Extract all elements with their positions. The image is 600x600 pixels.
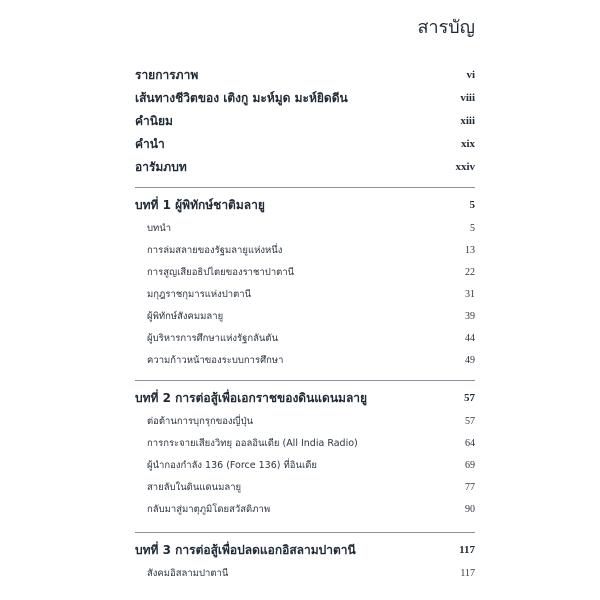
toc-chapter-label: บทที่ 2 การต่อสู้เพื่อเอกราชของดินแดนมลายู (135, 390, 368, 405)
toc-entry-label: กลับมาสู่มาตุภูมิโดยสวัสดิภาพ (147, 503, 271, 515)
divider (135, 532, 475, 533)
toc-chapter-page: 117 (459, 544, 475, 556)
toc-entry-page: viii (460, 92, 475, 104)
toc-entry[interactable] (147, 350, 475, 370)
toc-entry-page: 90 (465, 503, 475, 515)
toc-entry[interactable] (147, 218, 475, 238)
toc-entry[interactable] (147, 563, 475, 583)
toc-entry-label: สังคมอิสลามปาตานี (147, 567, 229, 579)
toc-entry[interactable] (147, 306, 475, 326)
toc-entry-label: สายลับในดินแดนมลายู (147, 481, 242, 493)
toc-entry-label: อารัมภบท (135, 159, 187, 174)
toc-entry[interactable] (147, 499, 475, 519)
toc-chapter-label: บทที่ 1 ผู้พิทักษ์ชาติมลายู (135, 197, 265, 212)
toc-entry-label: คำนำ (135, 136, 165, 151)
toc-entry-label: รายการภาพ (135, 67, 199, 82)
toc-chapter-label: บทที่ 3 การต่อสู้เพื่อปลดแอกอิสลามปาตานี (135, 542, 356, 557)
toc-entry[interactable] (147, 328, 475, 348)
toc-entry-life-path[interactable] (135, 88, 475, 108)
toc-entry-list-of-figures[interactable] (135, 65, 475, 85)
toc-entry-label: ต่อต้านการบุกรุกของญี่ปุ่น (147, 415, 254, 427)
toc-entry[interactable] (147, 411, 475, 431)
toc-entry-preface[interactable] (135, 134, 475, 154)
toc-entry-page: xix (460, 138, 475, 150)
toc-entry-page: 77 (465, 481, 475, 493)
toc-entry-page: 69 (465, 459, 475, 471)
toc-entry[interactable] (147, 262, 475, 282)
toc-entry[interactable] (147, 455, 475, 475)
toc-entry[interactable] (147, 433, 475, 453)
toc-chapter-page: 5 (469, 199, 475, 211)
divider (135, 187, 475, 188)
toc-chapter-page: 57 (464, 392, 475, 404)
toc-entry-label: การกระจายเสียงวิทยุ ออลอินเดีย (All India Radio) (147, 437, 358, 449)
divider (135, 380, 475, 381)
toc-entry-page: 22 (465, 266, 475, 278)
toc-entry-page: 64 (465, 437, 475, 449)
toc-entry-page: 39 (465, 310, 475, 322)
toc-entry-page: vi (466, 69, 475, 81)
toc-entry-page: 31 (465, 288, 475, 300)
toc-entry-label: ความก้าวหน้าของระบบการศึกษา (147, 354, 284, 366)
toc-entry-page: xxiv (455, 161, 475, 173)
toc-entry-label: การสูญเสียอธิปไตยของราชาปาตานี (147, 266, 295, 278)
toc-entry-foreword[interactable] (135, 111, 475, 131)
toc-entry-label: เส้นทางชีวิตของ เติงกู มะห์มูด มะห์ยิดดีน (135, 90, 348, 105)
toc-entry-label: มกุฎราชกุมารแห่งปาตานี (147, 288, 252, 300)
toc-entry-label: คำนิยม (135, 113, 173, 128)
toc-entry-label: การล่มสลายของรัฐมลายูแห่งหนึ่ง (147, 244, 283, 256)
toc-chapter-3[interactable] (135, 540, 475, 560)
toc-entry[interactable] (147, 240, 475, 260)
toc-entry-page: 49 (465, 354, 475, 366)
toc-entry-page: xiii (460, 115, 475, 127)
toc-entry-label: ผู้พิทักษ์สังคมมลายู (147, 310, 224, 322)
toc-entry-page: 57 (465, 415, 475, 427)
toc-entry-page: 13 (465, 244, 475, 256)
toc-entry-page: 5 (470, 222, 475, 234)
toc-entry-label: บทนำ (147, 222, 172, 234)
toc-chapter-1[interactable] (135, 195, 475, 215)
toc-chapter-2[interactable] (135, 388, 475, 408)
toc-entry-label: ผู้นำกองกำลัง 136 (Force 136) ที่อินเดีย (147, 459, 317, 471)
toc-entry-page: 44 (465, 332, 475, 344)
toc-entry[interactable] (147, 284, 475, 304)
toc-entry-label: ผู้บริหารการศึกษาแห่งรัฐกลันตัน (147, 332, 279, 344)
toc-entry[interactable] (147, 477, 475, 497)
toc-entry-prologue[interactable] (135, 157, 475, 177)
page-title: สารบัญ (417, 17, 475, 38)
toc-entry-page: 117 (460, 567, 475, 579)
